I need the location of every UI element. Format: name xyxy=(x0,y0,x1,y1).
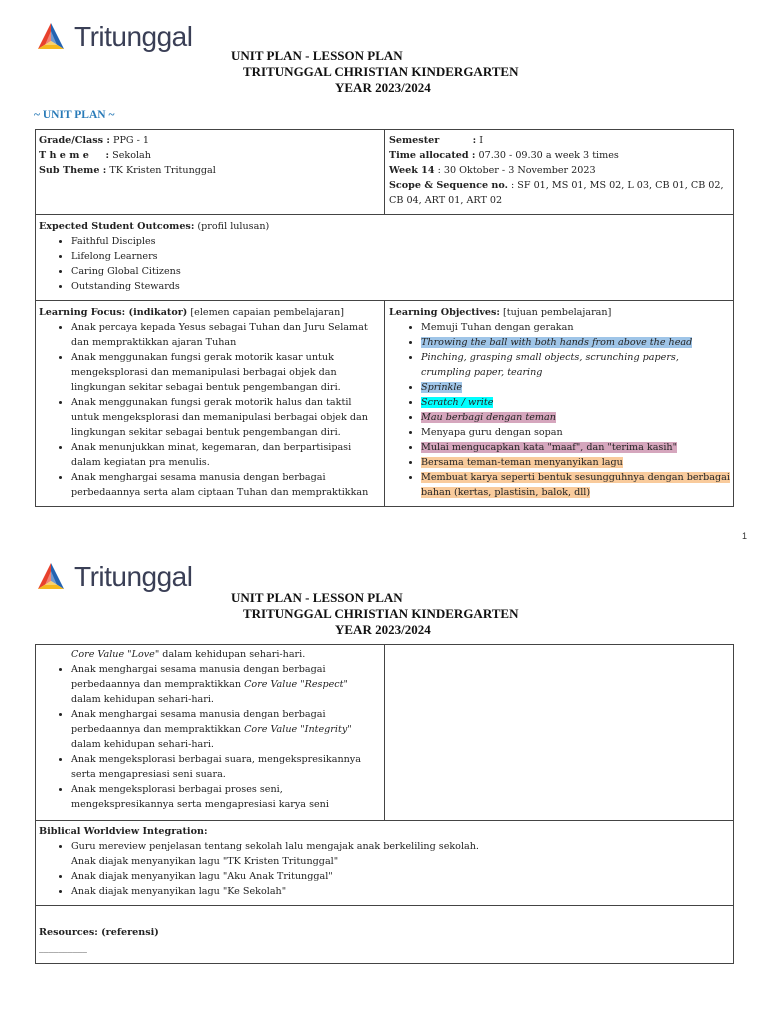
outcome-item: • Faithful Disciples xyxy=(71,234,729,249)
brand-logo xyxy=(34,560,192,594)
header-line-1: UNIT PLAN - LESSON PLAN xyxy=(231,48,403,63)
objective-item: • Scratch / write xyxy=(421,395,730,410)
brand-logo xyxy=(34,20,192,54)
focus-item: • Anak mengeksplorasi berbagai proses seni, mengekspresikannya serta mengapresiasi karya seni xyxy=(71,782,380,812)
focus-item: • Anak menggunakan fungsi gerak motorik kasar untuk mengeksplorasi dan memanipulasi berbagai objek dan lingkungan sekitar sebagai bentuk pengembangan diri. xyxy=(71,350,380,395)
tritunggal-logo-icon xyxy=(34,21,68,53)
learning-objectives: Learning Objectives: [tujuan pembelajaran] • Memuji Tuhan dengan gerakan • Throwing the ball with both hands from above the head • Pinching, grasping small objects, scrunching papers, crumpling paper, tearing • Sprinkle • Scratch / write • Mau berbagi dengan teman • Menyapa guru dengan sopan • Mulai mengucapkan kata "maaf", dan "terima kasih" • Bersama teman-teman menyanyikan lagu • Membuat karya seperti bentuk sesungguhnya dengan berbagai bahan (kertas, plastisin, balok, dll) xyxy=(385,303,734,502)
focus-item: • Anak menunjukkan minat, kegemaran, dan berpartisipasi dalam kegiatan pra menulis. xyxy=(71,440,380,470)
focus-item: • Anak percaya kepada Yesus sebagai Tuhan dan Juru Selamat dan mempraktikkan ajaran Tuhan xyxy=(71,320,380,350)
brand-name: Tritunggal xyxy=(74,561,193,592)
outcome-item: • Caring Global Citizens xyxy=(71,264,729,279)
focus-item: • Anak menghargai sesama manusia dengan berbagai perbedaannya dan mempraktikkan Core Value "Respect" dalam kehidupan sehari-hari. xyxy=(71,662,380,707)
brand-name: Tritunggal xyxy=(74,21,193,52)
learning-focus: Learning Focus: (indikator) [elemen capaian pembelajaran] • Anak percaya kepada Yesus sebagai Tuhan dan Juru Selamat dan mempraktikkan ajaran Tuhan • Anak menggunakan fungsi gerak motorik kasar untuk mengeksplorasi dan memanipulasi berbagai objek dan lingkungan sekitar sebagai bentuk pengembangan diri. • Anak menggunakan fungsi gerak motorik halus dan taktil untuk mengeksplorasi dan memanipulasi berbagai objek dan lingkungan sekitar sebagai bentuk pengembangan diri. • Anak menunjukkan minat, kegemaran, dan berpartisipasi dalam kegiatan pra menulis. • Anak menghargai sesama manusia dengan berbagai perbedaannya serta alam ciptaan Tuhan dan mempraktikkan xyxy=(35,303,384,502)
objective-item: • Membuat karya seperti bentuk sesungguhnya dengan berbagai bahan (kertas, plastisin, balok, dll) xyxy=(421,470,730,500)
tritunggal-logo-icon xyxy=(34,561,68,593)
focus-item: • Anak menghargai sesama manusia dengan berbagai perbedaannya dan mempraktikkan Core Value "Integrity" dalam kehidupan sehari-hari. xyxy=(71,707,380,752)
resources: Resources: (referensi) __________ xyxy=(35,923,733,957)
grade-info: Grade/Class : PPG - 1 T h e m e : Sekolah Sub Theme : TK Kristen Tritunggal xyxy=(39,135,216,176)
objective-item: • Mulai mengucapkan kata "maaf", dan "terima kasih" xyxy=(421,440,730,455)
header-line-1: UNIT PLAN - LESSON PLAN xyxy=(231,590,403,605)
outcome-item: • Lifelong Learners xyxy=(71,249,729,264)
biblical-item: • Anak diajak menyanyikan lagu "Ke Sekolah" xyxy=(71,884,491,899)
objective-item: • Pinching, grasping small objects, scrunching papers, crumpling paper, tearing xyxy=(421,350,730,380)
biblical-worldview: Biblical Worldview Integration: • Guru mereview penjelasan tentang sekolah lalu mengajak anak berkeliling sekolah. Anak diajak menyanyikan lagu "TK Kristen Tritunggal" • Anak diajak menyanyikan lagu "Aku Anak Tritunggal" • Anak diajak menyanyikan lagu "Ke Sekolah" xyxy=(35,822,733,901)
biblical-item: • Guru mereview penjelasan tentang sekolah lalu mengajak anak berkeliling sekolah. Anak diajak menyanyikan lagu "TK Kristen Tritunggal" xyxy=(71,839,491,869)
focus-item: • Anak menghargai sesama manusia dengan berbagai perbedaannya serta alam ciptaan Tuhan dan mempraktikkan xyxy=(71,470,380,500)
focus-item: • Anak menggunakan fungsi gerak motorik halus dan taktil untuk mengeksplorasi dan memanipulasi berbagai objek dan lingkungan sekitar sebagai bentuk pengembangan diri. xyxy=(71,395,380,440)
header-line-3: YEAR 2023/2024 xyxy=(335,80,431,95)
outcome-item: • Outstanding Stewards xyxy=(71,279,729,294)
resources-value: __________ xyxy=(39,942,87,953)
expected-outcomes: Expected Student Outcomes: (profil lulusan) • Faithful Disciples • Lifelong Learners • Caring Global Citizens • Outstanding Stewards xyxy=(35,217,733,296)
focus-item: • Anak mengeksplorasi berbagai suara, mengekspresikannya serta mengapresiasi seni suara. xyxy=(71,752,380,782)
header-line-2: TRITUNGGAL CHRISTIAN KINDERGARTEN xyxy=(243,606,519,621)
objective-item: • Memuji Tuhan dengan gerakan xyxy=(421,320,730,335)
semester-info: Semester : I Time allocated : 07.30 - 09.30 a week 3 times Week 14 : 30 Oktober - 3 November 2023 Scope & Sequence no. : SF 01, MS 01, MS 02, L 03, CB 01, CB 02, CB 04, ART 01, ART 02 xyxy=(389,135,724,206)
biblical-item: • Anak diajak menyanyikan lagu "Aku Anak Tritunggal" xyxy=(71,869,491,884)
objective-item: • Menyapa guru dengan sopan xyxy=(421,425,730,440)
header-line-3: YEAR 2023/2024 xyxy=(335,622,431,637)
learning-focus-continued: Core Value "Love" dalam kehidupan sehari-hari. • Anak menghargai sesama manusia dengan berbagai perbedaannya dan mempraktikkan Core Value "Respect" dalam kehidupan sehari-hari. • Anak menghargai sesama manusia dengan berbagai perbedaannya dan mempraktikkan Core Value "Integrity" dalam kehidupan sehari-hari. • Anak mengeksplorasi berbagai suara, mengekspresikannya serta mengapresiasi seni suara. • Anak mengeksplorasi berbagai proses seni, mengekspresikannya serta mengapresiasi karya seni xyxy=(35,645,384,814)
header-line-2: TRITUNGGAL CHRISTIAN KINDERGARTEN xyxy=(243,64,519,79)
objective-item: • Bersama teman-teman menyanyikan lagu xyxy=(421,455,730,470)
page-number: 1 xyxy=(741,531,747,541)
objective-item: • Sprinkle xyxy=(421,380,730,395)
objective-item: • Mau berbagi dengan teman xyxy=(421,410,730,425)
objective-item: • Throwing the ball with both hands from above the head xyxy=(421,335,730,350)
section-title: ~ UNIT PLAN ~ xyxy=(34,109,115,121)
